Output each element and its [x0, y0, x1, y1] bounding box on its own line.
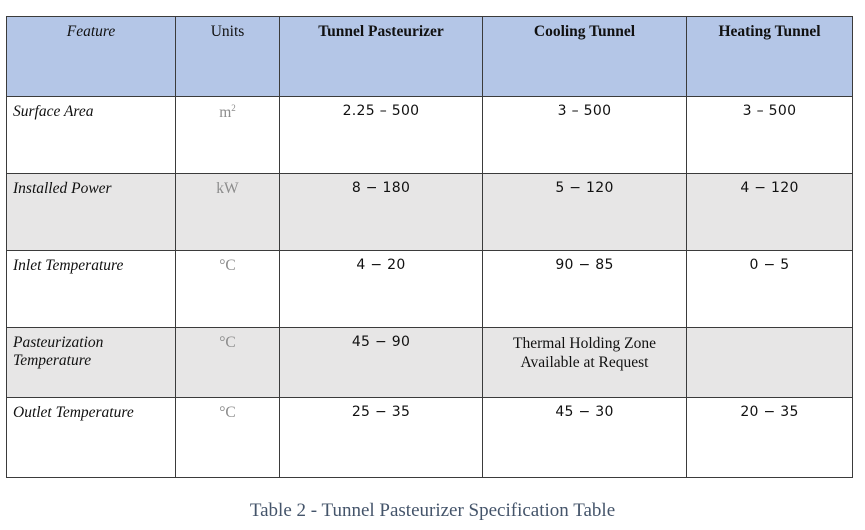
feature-cell: Surface Area: [7, 97, 176, 174]
unit-cell: °C: [176, 328, 280, 398]
heating-tunnel-value: 4 − 120: [687, 174, 853, 251]
table-row: [7, 251, 853, 328]
heating-tunnel-value: 0 − 5: [687, 251, 853, 328]
heating-tunnel-value: 3 – 500: [687, 97, 853, 174]
cooling-tunnel-value: 3 – 500: [483, 97, 687, 174]
cooling-tunnel-value: 5 − 120: [483, 174, 687, 251]
cooling-tunnel-value: 90 − 85: [483, 251, 687, 328]
cooling-tunnel-note: Thermal Holding Zone Available at Request: [483, 328, 687, 398]
feature-cell: Outlet Temperature: [7, 398, 176, 478]
table-header-row: [7, 17, 853, 97]
tunnel-pasteurizer-value: 2.25 – 500: [280, 97, 483, 174]
table-row: [7, 97, 853, 174]
unit-text: m: [219, 104, 232, 122]
header-cooling-tunnel: Cooling Tunnel: [483, 17, 687, 97]
unit-cell: °C: [176, 251, 280, 328]
specification-table: [6, 16, 853, 478]
unit-cell: °C: [176, 398, 280, 478]
header-heating-tunnel: Heating Tunnel: [687, 17, 853, 97]
feature-cell: Installed Power: [7, 174, 176, 251]
tunnel-pasteurizer-value: 25 − 35: [280, 398, 483, 478]
unit-cell: [176, 97, 280, 174]
feature-cell: Inlet Temperature: [7, 251, 176, 328]
heating-tunnel-value: 20 − 35: [687, 398, 853, 478]
tunnel-pasteurizer-value: 4 − 20: [280, 251, 483, 328]
tunnel-pasteurizer-value: 45 − 90: [280, 328, 483, 398]
table-row: [7, 398, 853, 478]
header-tunnel-pasteurizer: Tunnel Pasteurizer: [280, 17, 483, 97]
table-row: [7, 174, 853, 251]
unit-superscript: 2: [231, 103, 236, 113]
heating-tunnel-value: [687, 328, 853, 398]
tunnel-pasteurizer-value: 8 − 180: [280, 174, 483, 251]
unit-cell: kW: [176, 174, 280, 251]
cooling-tunnel-value: 45 − 30: [483, 398, 687, 478]
header-units: Units: [176, 17, 280, 97]
feature-cell: Pasteurization Temperature: [7, 328, 176, 398]
table-caption: Table 2 - Tunnel Pasteurizer Specification Table: [249, 500, 616, 521]
table-row: [7, 328, 853, 398]
header-feature: Feature: [7, 17, 176, 97]
